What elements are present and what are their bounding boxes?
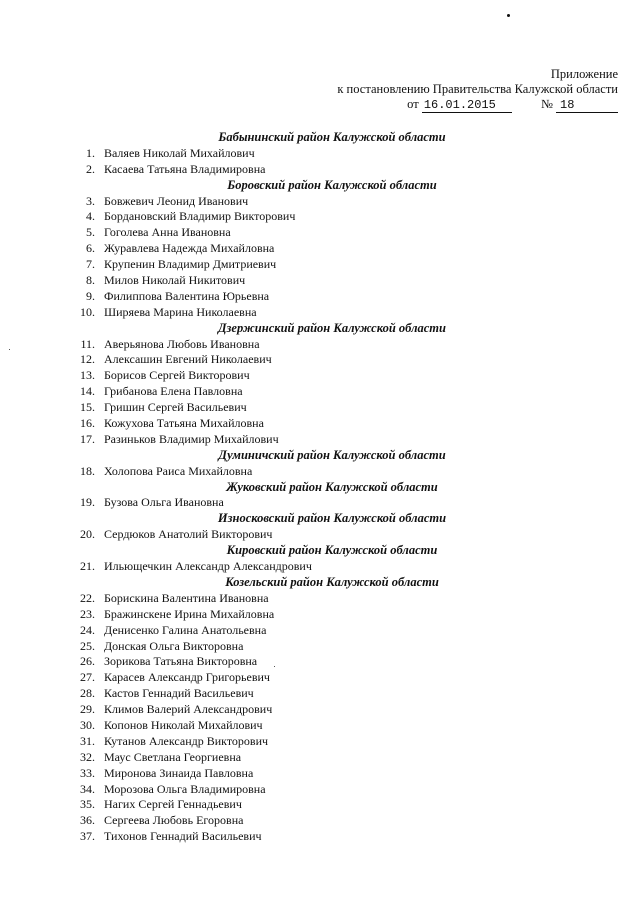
- list-item-number: 26.: [80, 654, 95, 669]
- list-item-name: Маус Светлана Георгиевна: [104, 749, 242, 764]
- list-item-name: Грибанова Елена Павловна: [104, 384, 243, 399]
- list-item: [0, 782, 640, 798]
- list-item-number: 19.: [80, 495, 95, 510]
- date-number-line: [407, 97, 618, 113]
- list-item-name: Кутанов Александр Викторович: [104, 733, 269, 748]
- list-item-number: 4.: [86, 209, 95, 224]
- list-item-number: 28.: [80, 686, 95, 701]
- list-item-number: 13.: [80, 368, 95, 383]
- list-item: [0, 384, 640, 400]
- list-item-number: 5.: [86, 225, 95, 240]
- list-item: [0, 607, 640, 623]
- list-item: [0, 591, 640, 607]
- district-heading: Думиничский район Калужской области: [218, 447, 446, 462]
- list-item-name: Бузова Ольга Ивановна: [104, 495, 224, 510]
- resolution-reference: к постановлению Правительства Калужской области: [337, 82, 618, 96]
- list-item-number: 12.: [80, 352, 95, 367]
- list-item: [0, 194, 640, 210]
- list-item: [0, 527, 640, 543]
- list-item: [0, 241, 640, 257]
- list-item: [0, 718, 640, 734]
- list-item: [0, 495, 640, 511]
- list-item-name: Нагих Сергей Геннадьевич: [104, 797, 242, 812]
- list-item-number: 24.: [80, 622, 95, 637]
- list-item-number: 7.: [86, 257, 95, 272]
- list-item-number: 18.: [80, 463, 95, 478]
- list-item-name: Гришин Сергей Васильевич: [104, 400, 247, 415]
- list-item: [0, 162, 640, 178]
- list-item-number: 8.: [86, 273, 95, 288]
- list-item: [0, 654, 640, 670]
- list-item-number: 9.: [86, 288, 95, 303]
- list-item-name: Валяев Николай Михайлович: [104, 145, 255, 160]
- list-item-name: Сердюков Анатолий Викторович: [104, 527, 273, 542]
- list-item-name: Крупенин Владимир Дмитриевич: [104, 257, 277, 272]
- list-item-name: Журавлева Надежда Михайловна: [104, 241, 275, 256]
- list-item-number: 31.: [80, 733, 95, 748]
- list-item-name: Кожухова Татьяна Михайловна: [104, 416, 264, 431]
- list-item: [0, 432, 640, 448]
- list-item: [0, 639, 640, 655]
- list-item-number: 3.: [86, 193, 95, 208]
- list-item: [0, 464, 640, 480]
- list-item-name: Борискина Валентина Ивановна: [104, 590, 269, 605]
- list-item-number: 33.: [80, 765, 95, 780]
- list-item: [0, 734, 640, 750]
- list-item-name: Донская Ольга Викторовна: [104, 638, 244, 653]
- list-item-number: 32.: [80, 749, 95, 764]
- list-item-number: 35.: [80, 797, 95, 812]
- district-heading: Жуковский район Калужской области: [226, 479, 438, 494]
- list-item: [0, 623, 640, 639]
- list-item-name: Карасев Александр Григорьевич: [104, 670, 270, 685]
- list-item-name: Алексашин Евгений Николаевич: [104, 352, 272, 367]
- list-item-name: Холопова Раиса Михайловна: [104, 463, 253, 478]
- list-item-number: 30.: [80, 717, 95, 732]
- list-item-number: 10.: [80, 304, 95, 319]
- list-item-number: 6.: [86, 241, 95, 256]
- list-item: [0, 225, 640, 241]
- list-item-name: Милов Николай Никитович: [104, 273, 246, 288]
- list-item-name: Кастов Геннадий Васильевич: [104, 686, 254, 701]
- resolution-number: 18: [556, 99, 618, 113]
- list-item: [0, 813, 640, 829]
- list-item-number: 11.: [80, 336, 95, 351]
- people-list: [0, 130, 640, 845]
- list-item: [0, 400, 640, 416]
- list-item-number: 16.: [80, 416, 95, 431]
- list-item: [0, 305, 640, 321]
- list-item-name: Климов Валерий Александрович: [104, 702, 273, 717]
- list-item: [0, 670, 640, 686]
- list-item: [0, 702, 640, 718]
- list-item-name: Денисенко Галина Анатольевна: [104, 622, 267, 637]
- appendix-title: Приложение: [550, 67, 618, 81]
- list-item: [0, 146, 640, 162]
- scan-dot: [507, 14, 510, 17]
- list-item: [0, 416, 640, 432]
- list-item: [0, 829, 640, 845]
- list-item-number: 23.: [80, 606, 95, 621]
- list-item: [0, 352, 640, 368]
- list-item-number: 2.: [86, 161, 95, 176]
- list-item-name: Бражинскене Ирина Михайловна: [104, 606, 275, 621]
- list-item-number: 21.: [80, 559, 95, 574]
- list-item: [0, 368, 640, 384]
- list-item-number: 27.: [80, 670, 95, 685]
- list-item-number: 36.: [80, 813, 95, 828]
- date-prefix: от: [407, 97, 419, 111]
- list-item-number: 15.: [80, 400, 95, 415]
- list-item-name: Ширяева Марина Николаевна: [104, 304, 257, 319]
- list-item-name: Зорикова Татьяна Викторовна: [104, 654, 258, 669]
- list-item: [0, 766, 640, 782]
- district-heading: Износковский район Калужской области: [217, 511, 447, 526]
- list-item: [0, 559, 640, 575]
- list-item-name: Бордановский Владимир Викторович: [104, 209, 296, 224]
- list-item-number: 25.: [80, 638, 95, 653]
- list-item-name: Касаева Татьяна Владимировна: [104, 161, 266, 176]
- list-item: [0, 257, 640, 273]
- list-item-number: 20.: [80, 527, 95, 542]
- list-item-name: Бовжевич Леонид Иванович: [104, 193, 249, 208]
- list-item-number: 17.: [80, 431, 95, 446]
- list-item-number: 34.: [80, 781, 95, 796]
- list-item-name: Аверьянова Любовь Ивановна: [104, 336, 260, 351]
- list-item-name: Морозова Ольга Владимировна: [104, 781, 266, 796]
- list-item-number: 29.: [80, 702, 95, 717]
- list-item: [0, 209, 640, 225]
- list-item: [0, 273, 640, 289]
- list-item: [0, 750, 640, 766]
- list-item-name: Филиппова Валентина Юрьевна: [104, 288, 270, 303]
- list-item-name: Тихонов Геннадий Васильевич: [104, 829, 262, 844]
- district-heading: Кировский район Калужской области: [226, 543, 438, 558]
- list-item-number: 1.: [86, 145, 95, 160]
- list-item: [0, 797, 640, 813]
- list-item-number: 37.: [80, 829, 95, 844]
- list-item: [0, 686, 640, 702]
- list-item-name: Ильющечкин Александр Александрович: [104, 559, 312, 574]
- district-heading: Бабынинский район Калужской области: [218, 130, 446, 144]
- resolution-date: 16.01.2015: [422, 99, 512, 113]
- list-item: [0, 289, 640, 305]
- list-item-name: Копонов Николай Михайлович: [104, 717, 263, 732]
- list-item-name: Разиньков Владимир Михайлович: [104, 431, 279, 446]
- list-item-number: 22.: [80, 590, 95, 605]
- number-sign: №: [540, 97, 553, 111]
- district-heading: Боровский район Калужской области: [227, 177, 437, 192]
- district-heading: Козельский район Калужской области: [225, 574, 439, 589]
- list-item-name: Борисов Сергей Викторович: [104, 368, 250, 383]
- list-item-name: Сергеева Любовь Егоровна: [104, 813, 244, 828]
- list-item: [0, 337, 640, 353]
- list-item-name: Миронова Зинаида Павловна: [104, 765, 254, 780]
- list-item-number: 14.: [80, 384, 95, 399]
- district-heading: Дзержинский район Калужской области: [218, 320, 446, 335]
- list-item-name: Гоголева Анна Ивановна: [104, 225, 231, 240]
